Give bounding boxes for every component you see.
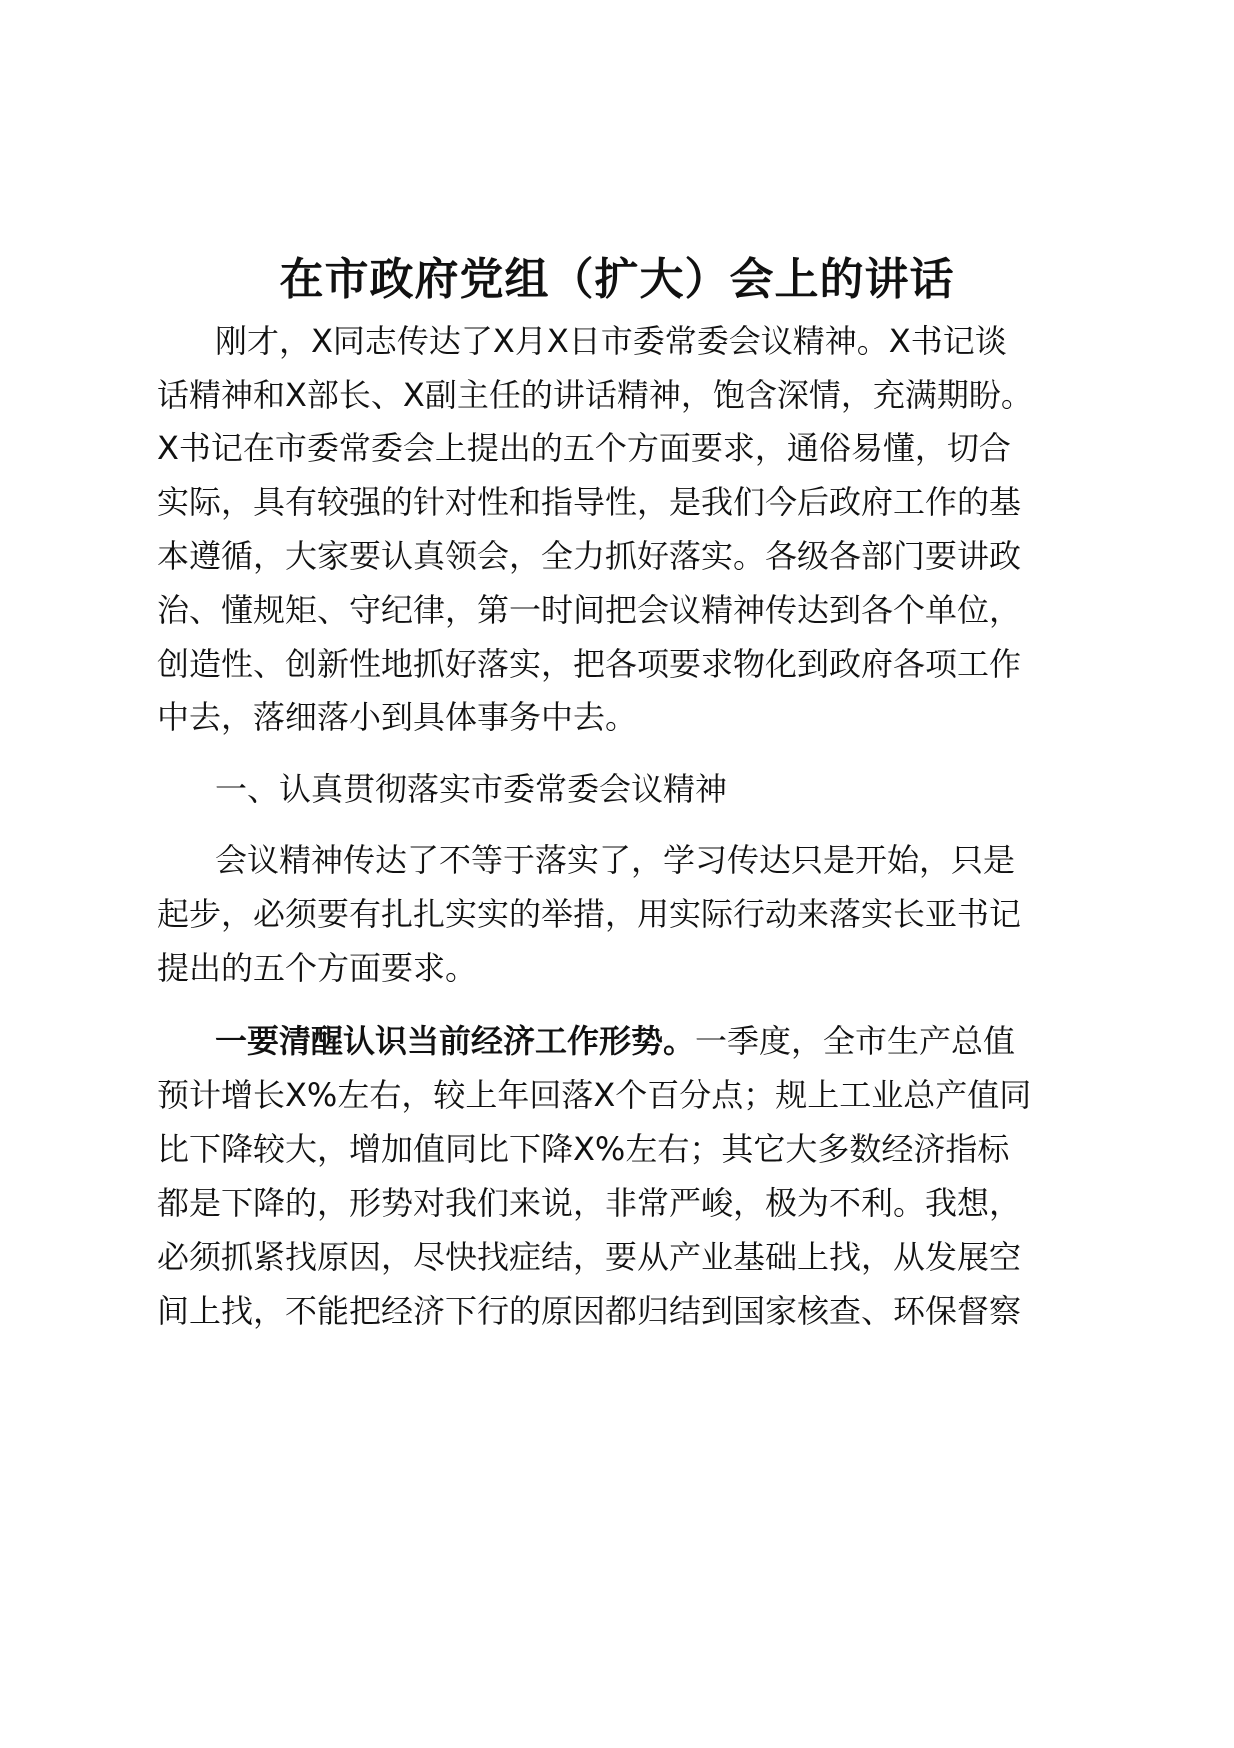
paragraph-1-line-7: 创造性、创新性地抓好落实，把各项要求物化到政府各项工作 xyxy=(157,645,1022,683)
paragraph-2-line-1: 会议精神传达了不等于落实了，学习传达只是开始，只是 xyxy=(215,841,1016,879)
paragraph-3-line-2: 预计增长X%左右，较上年回落X个百分点；规上工业总产值同 xyxy=(157,1076,1032,1114)
paragraph-1-line-3: X书记在市委常委会上提出的五个方面要求，通俗易懂，切合 xyxy=(157,429,1011,467)
paragraph-1-line-2: 话精神和X部长、X副主任的讲话精神，饱含深情，充满期盼。 xyxy=(157,376,1033,414)
paragraph-3-line-5: 必须抓紧找原因，尽快找症结，要从产业基础上找，从发展空 xyxy=(157,1238,1022,1276)
paragraph-1-line-5: 本遵循，大家要认真领会，全力抓好落实。各级各部门要讲政 xyxy=(157,537,1022,575)
paragraph-2-line-2: 起步，必须要有扎扎实实的举措，用实际行动来落实长亚书记 xyxy=(157,895,1022,933)
paragraph-1-line-6: 治、懂规矩、守纪律，第一时间把会议精神传达到各个单位， xyxy=(157,591,1022,629)
paragraph-3-bold-lead: 一要清醒认识当前经济工作形势。 xyxy=(215,1022,696,1060)
paragraph-1-line-1: 刚才，X同志传达了X月X日市委常委会议精神。X书记谈 xyxy=(215,322,1007,360)
paragraph-3-line-1 xyxy=(215,1019,1015,1063)
paragraph-1-line-4: 实际，具有较强的针对性和指导性，是我们今后政府工作的基 xyxy=(157,483,1022,521)
paragraph-3-line-6: 间上找，不能把经济下行的原因都归结到国家核查、环保督察 xyxy=(157,1292,1022,1330)
paragraph-1-line-8: 中去，落细落小到具体事务中去。 xyxy=(157,698,638,736)
section-1-heading: 一、认真贯彻落实市委常委会议精神 xyxy=(215,770,728,808)
paragraph-3-first-line-rest: 一季度，全市生产总值 xyxy=(695,1022,1016,1060)
document-title: 在市政府党组（扩大）会上的讲话 xyxy=(279,254,955,305)
paragraph-3-line-3: 比下降较大，增加值同比下降X%左右；其它大多数经济指标 xyxy=(157,1130,1010,1168)
paragraph-2-line-3: 提出的五个方面要求。 xyxy=(157,949,478,987)
paragraph-3-line-4: 都是下降的，形势对我们来说，非常严峻，极为不利。我想， xyxy=(157,1184,1022,1222)
